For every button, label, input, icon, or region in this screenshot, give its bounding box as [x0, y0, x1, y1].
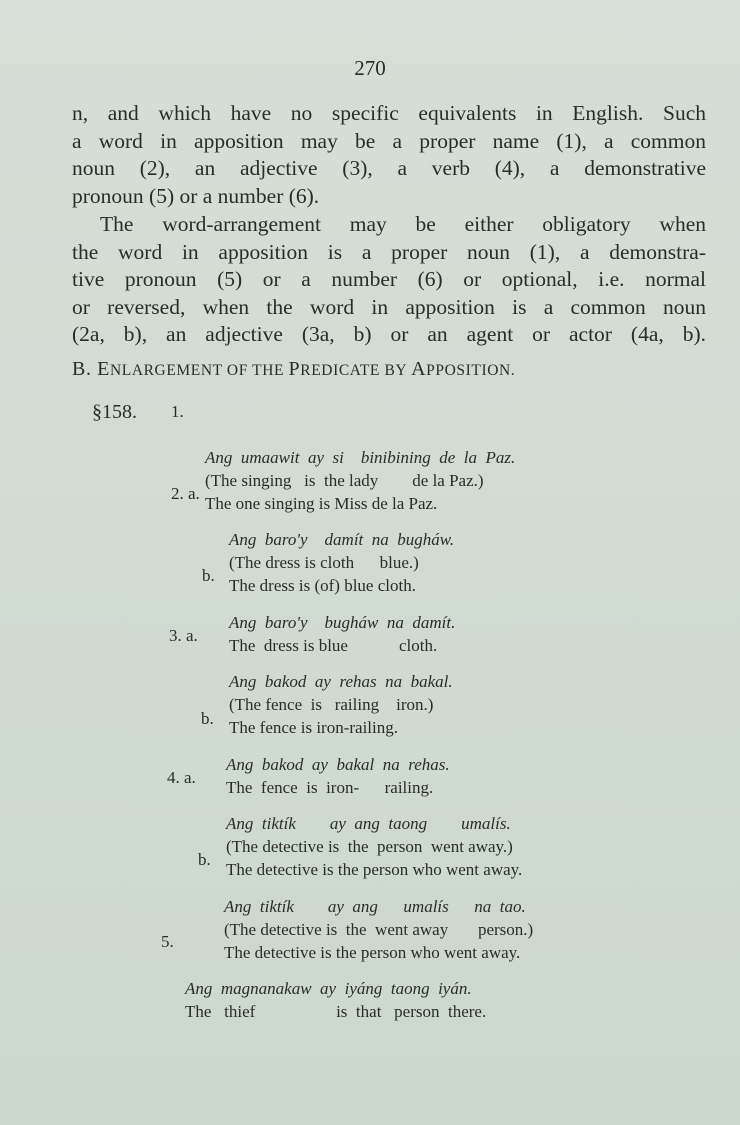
- example-marker: b.: [201, 709, 214, 728]
- example-marker: b.: [198, 850, 211, 869]
- text-line: tive pronoun (5) or a number (6) or optional, i.e. normal: [72, 267, 706, 291]
- page-number: 270: [354, 56, 386, 80]
- example-3b: Ang bakod ay bakal na rehas. The fence is iron- railing.: [226, 755, 450, 797]
- example-2a: Ang baro'y damít na bugháw. (The dress is cloth blue.) The dress is (of) blue cloth.: [229, 530, 455, 595]
- text-line: (2a, b), an adjective (3a, b) or an agent or actor (4a, b).: [72, 322, 706, 346]
- example-marker: 5.: [161, 932, 174, 951]
- text-line: pronoun (5) or a number (6).: [72, 183, 320, 208]
- paragraph-1: [72, 100, 706, 210]
- example-marker: 1.: [171, 402, 184, 421]
- example-marker: 3. a.: [169, 626, 198, 645]
- example-4a: Ang tiktík ay ang taong umalís. (The detective is the person went away.) The detective is the person who went away.: [226, 814, 523, 879]
- example-marker: b.: [202, 566, 215, 585]
- text-line: or reversed, when the word in apposition is a common noun: [72, 294, 706, 319]
- example-2b: Ang baro'y bugháw na damít. The dress is blue cloth.: [229, 613, 456, 655]
- text-line: The word-arrangement may be either obligatory when: [100, 212, 706, 236]
- text-line: the word in apposition is a proper noun (1), a demonstra-: [72, 239, 706, 264]
- example-5: Ang magnanakaw ay iyáng taong iyán. The thief is that person there.: [185, 979, 487, 1021]
- text-line: n, and which have no specific equivalents in English. Such: [72, 101, 706, 125]
- section-heading: B. ENLARGEMENT OF THE PREDICATE BY APPOSITION.: [72, 358, 516, 380]
- text-line: a word in apposition may be a proper name (1), a common: [72, 128, 706, 153]
- example-4b: Ang tiktík ay ang umalís na tao. (The detective is the went away person.) The detective is the person who went away.: [224, 897, 534, 962]
- example-3a: Ang bakod ay rehas na bakal. (The fence is railing iron.) The fence is iron-railing.: [229, 672, 453, 737]
- example-1: Ang umaawit ay si binibining de la Paz. (The singing is the lady de la Paz.) The one singing is Miss de la Paz.: [205, 448, 516, 513]
- example-marker: 4. a.: [167, 768, 196, 787]
- text-line: noun (2), an adjective (3), a verb (4), a demonstrative: [72, 156, 706, 180]
- section-number: §158.: [92, 401, 137, 423]
- paragraph-2: [72, 211, 706, 349]
- example-marker: 2. a.: [171, 484, 200, 503]
